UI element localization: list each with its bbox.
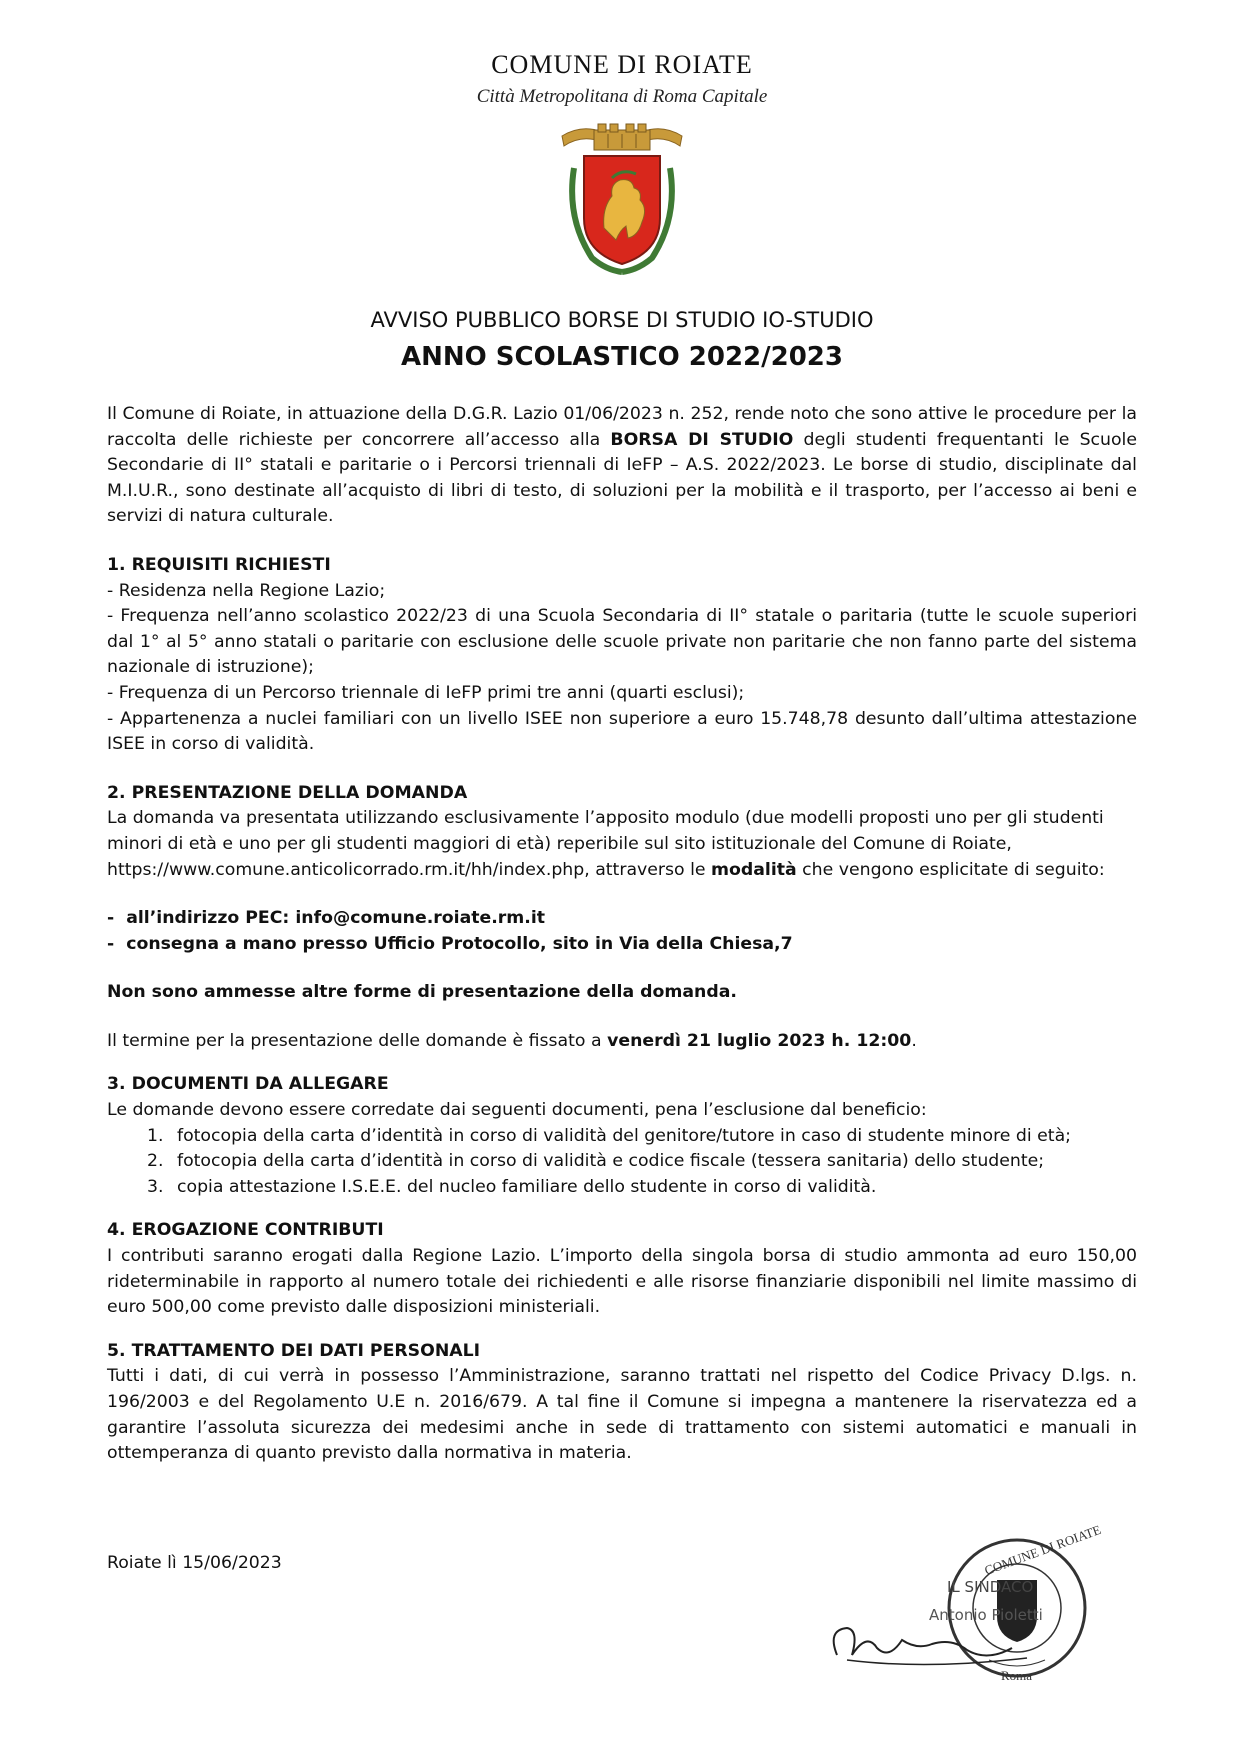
submission-note: Non sono ammesse altre forme di presentazione della domanda. xyxy=(107,982,737,1003)
section-heading-documents: 3. DOCUMENTI DA ALLEGARE xyxy=(107,1074,389,1095)
application-paragraph: La domanda va presentata utilizzando esclusivamente l’apposito modulo (due modelli proposti uno per gli studenti minori di età e uno per gli studenti maggiori di età) reperibile sul sito istituzionale del Comune di Roiate, https://www.comune.anticolicorrado.rm.it/hh/index.php, attraverso le modalità che vengono esplicitate di seguito: xyxy=(107,808,1105,880)
section-heading-privacy: 5. TRATTAMENTO DEI DATI PERSONALI xyxy=(107,1340,481,1361)
signature-name: Antonio Pioletti xyxy=(929,1606,1043,1624)
requirements-list xyxy=(107,579,1137,758)
list-item: 2. fotocopia della carta d’identità in corso di validità e codice fiscale (tessera sanitaria) dello studente; xyxy=(147,1151,1045,1172)
deadline-paragraph: Il termine per la presentazione delle domande è fissato a venerdì 21 luglio 2023 h. 12:00. xyxy=(107,1030,917,1051)
documents-list xyxy=(107,1124,1137,1201)
section-heading-requirements: 1. REQUISITI RICHIESTI xyxy=(107,554,331,575)
signature-block xyxy=(807,1520,1147,1720)
signature-role: IL SINDACO xyxy=(947,1578,1034,1596)
municipality-name: COMUNE DI ROIATE xyxy=(491,50,753,79)
document-body xyxy=(107,402,1137,1467)
list-item: - Appartenenza a nuclei familiari con un livello ISEE non superiore a euro 15.748,78 desunto dall’ultima attestazione ISEE in corso di validità. xyxy=(107,708,1137,755)
submission-method: - consegna a mano presso Ufficio Protocollo, sito in Via della Chiesa,7 xyxy=(107,933,793,954)
documents-intro: Le domande devono essere corredate dai seguenti documenti, pena l’esclusione dal beneficio: xyxy=(107,1100,927,1121)
svg-text:COMUNE DI ROIATE: COMUNE DI ROIATE xyxy=(982,1521,1103,1578)
contributions-paragraph: I contributi saranno erogati dalla Regione Lazio. L’importo della singola borsa di studio ammonta ad euro 150,00 rideterminabile in rapporto al numero totale dei richiedenti e alle risorse finanziarie disponibili nel limite massimo di euro 500,00 come previsto dalle disposizioni ministeriali. xyxy=(107,1246,1137,1318)
list-item: - Frequenza di un Percorso triennale di IeFP primi tre anni (quarti esclusi); xyxy=(107,682,745,703)
section-heading-contributions: 4. EROGAZIONE CONTRIBUTI xyxy=(107,1220,384,1241)
privacy-paragraph: Tutti i dati, di cui verrà in possesso l’Amministrazione, saranno trattati nel rispetto del Codice Privacy D.lgs. n. 196/2003 e del Regolamento U.E n. 2016/679. A tal fine il Comune si impegna a mantenere la riservatezza ed a garantire l’assoluta sicurezza dei medesimi anche in sede di trattamento con sistemi automatici e manuali in ottemperanza di quanto previsto dalla normativa in materia. xyxy=(107,1366,1137,1464)
list-item: 3. copia attestazione I.S.E.E. del nucleo familiare dello studente in corso di validità. xyxy=(147,1176,877,1197)
list-item: 1. fotocopia della carta d’identità in corso di validità del genitore/tutore in caso di studente minore di età; xyxy=(147,1125,1072,1146)
school-year-title: ANNO SCOLASTICO 2022/2023 xyxy=(401,342,843,372)
submission-method: - all’indirizzo PEC: info@comune.roiate.rm.it xyxy=(107,908,546,929)
place-and-date: Roiate lì 15/06/2023 xyxy=(107,1553,282,1573)
svg-text:Roma: Roma xyxy=(1001,1668,1033,1683)
municipality-subtitle: Città Metropolitana di Roma Capitale xyxy=(476,86,768,107)
coat-of-arms-icon xyxy=(552,118,692,278)
notice-title: AVVISO PUBBLICO BORSE DI STUDIO IO-STUDIO xyxy=(370,308,874,332)
list-item: - Residenza nella Regione Lazio; xyxy=(107,580,386,601)
intro-paragraph: Il Comune di Roiate, in attuazione della D.G.R. Lazio 01/06/2023 n. 252, rende noto che sono attive le procedure per la raccolta delle richieste per concorrere all’accesso alla BORSA DI STUDIO degli studenti frequentanti le Scuole Secondarie di II° statali e paritarie o i Percorsi triennali di IeFP – A.S. 2022/2023. Le borse di studio, disciplinate dal M.I.U.R., sono destinate all’acquisto di libri di testo, di soluzioni per la mobilità e il trasporto, per l’accesso ai beni e servizi di natura culturale. xyxy=(107,404,1137,527)
section-heading-application: 2. PRESENTAZIONE DELLA DOMANDA xyxy=(107,782,468,803)
list-item: - Frequenza nell’anno scolastico 2022/23 di una Scuola Secondaria di II° statale o paritaria (tutte le scuole superiori dal 1° al 5° anno statali o paritarie con esclusione delle scuole private non paritarie che non fanno parte del sistema nazionale di istruzione); xyxy=(107,606,1137,678)
